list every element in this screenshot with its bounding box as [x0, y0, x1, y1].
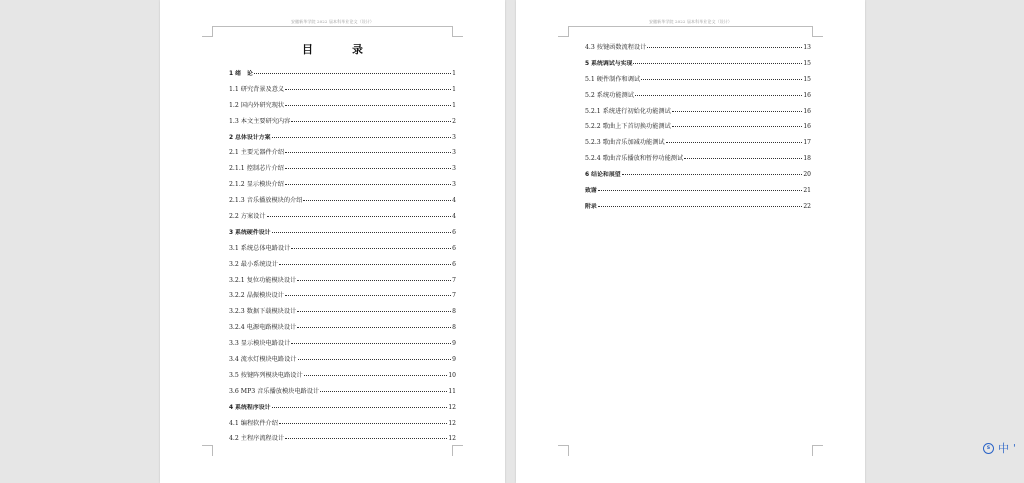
- toc-entry-text: 5.1 硬件制作和调试: [585, 75, 641, 83]
- toc-dot-leader: [297, 311, 451, 312]
- toc-entry[interactable]: [229, 84, 456, 100]
- margin-corner-mark: [202, 26, 213, 37]
- toc-entry[interactable]: [585, 42, 811, 58]
- toc-entry[interactable]: [585, 106, 811, 122]
- toc-dot-leader: [633, 63, 802, 64]
- toc-entry-page-number: 3: [452, 133, 456, 141]
- header-rule: [568, 26, 813, 27]
- toc-entry[interactable]: [585, 201, 811, 217]
- toc-entry-page-number: 15: [803, 59, 811, 67]
- toc-dot-leader: [666, 142, 803, 143]
- margin-corner-mark: [812, 445, 823, 456]
- toc-entry-text: 2.1.3 音乐播放模块的介绍: [229, 197, 303, 205]
- toc-entry-text: 2 总体设计方案: [229, 134, 271, 141]
- toc-entry[interactable]: [585, 74, 811, 90]
- margin-corner-mark: [812, 26, 823, 37]
- toc-dot-leader: [272, 407, 448, 408]
- toc-dot-leader: [291, 121, 451, 122]
- margin-corner-mark: [452, 26, 463, 37]
- toc-entry[interactable]: [229, 433, 456, 449]
- toc-entry[interactable]: [229, 306, 456, 322]
- toc-entry-page-number: 6: [452, 228, 456, 236]
- toc-list: [585, 42, 811, 217]
- toc-entry-text: 1.1 研究背景及意义: [229, 85, 285, 93]
- toc-dot-leader: [291, 248, 451, 249]
- toc-entry[interactable]: [585, 90, 811, 106]
- toc-entry[interactable]: [229, 179, 456, 195]
- toc-entry-text: 3.4 流水灯模块电路设计: [229, 356, 297, 364]
- toc-entry-text: 2.1.2 显示模块介绍: [229, 181, 284, 189]
- toc-entry[interactable]: [229, 322, 456, 338]
- toc-dot-leader: [598, 206, 803, 207]
- toc-entry-text: 3.6 MP3 音乐播放模块电路设计: [229, 387, 320, 395]
- toc-entry-text: 1 绪 论: [229, 71, 253, 77]
- page-header: 安徽新华学院 2022 届本科毕业论文（设计）: [290, 19, 375, 24]
- toc-entry[interactable]: [585, 58, 811, 74]
- toc-entry-text: 5.2.4 歌曲音乐播放和暂停功能测试: [585, 155, 684, 163]
- toc-entry-page-number: 7: [452, 276, 456, 284]
- toc-entry-text: 致谢: [585, 188, 597, 195]
- toc-entry[interactable]: [229, 132, 456, 148]
- toc-entry[interactable]: [229, 354, 456, 370]
- toc-entry-page-number: 20: [803, 171, 811, 179]
- toc-entry-text: 3.2.2 晶振模块设计: [229, 292, 284, 300]
- toc-entry-page-number: 2: [452, 117, 456, 125]
- toc-entry-text: 2.1.1 控制芯片介绍: [229, 165, 284, 173]
- toc-entry-text: 1.3 本文主要研究内容: [229, 117, 291, 125]
- toc-entry-page-number: 9: [452, 356, 456, 364]
- toc-entry-page-number: 13: [803, 44, 811, 51]
- toc-entry-page-number: 18: [803, 155, 811, 163]
- ime-status-indicator[interactable]: [983, 440, 1016, 456]
- toc-entry-text: 3.1 系统总体电路设计: [229, 244, 291, 252]
- toc-dot-leader: [303, 200, 451, 201]
- toc-entry-page-number: 8: [452, 324, 456, 332]
- toc-entry-page-number: 21: [803, 187, 811, 195]
- toc-title: 目 录: [302, 43, 377, 56]
- toc-dot-leader: [635, 95, 802, 96]
- toc-dot-leader: [285, 152, 451, 153]
- toc-entry-page-number: 17: [803, 139, 811, 147]
- toc-entry-page-number: 12: [448, 419, 456, 427]
- toc-dot-leader: [285, 168, 451, 169]
- toc-dot-leader: [297, 327, 451, 328]
- ime-mode-label[interactable]: 中: [998, 442, 1009, 455]
- toc-dot-leader: [254, 73, 451, 74]
- toc-dot-leader: [304, 375, 448, 376]
- toc-entry-text: 2.1 主要元器件介绍: [229, 149, 285, 157]
- toc-dot-leader: [285, 89, 451, 90]
- toc-entry-text: 5.2.3 歌曲音乐加减功能测试: [585, 139, 665, 147]
- toc-dot-leader: [272, 137, 452, 138]
- toc-dot-leader: [598, 190, 803, 191]
- toc-list: [229, 68, 456, 449]
- toc-entry[interactable]: [229, 370, 456, 386]
- page-header: 安徽新华学院 2022 届本科毕业论文（设计）: [648, 19, 733, 24]
- toc-dot-leader: [647, 47, 802, 48]
- toc-entry[interactable]: [585, 185, 811, 201]
- toc-dot-leader: [279, 264, 451, 265]
- ime-punctuation-mode[interactable]: ': [1013, 442, 1016, 454]
- toc-entry[interactable]: [585, 169, 811, 185]
- toc-entry-text: 5.2 系统功能测试: [585, 91, 634, 99]
- toc-entry-text: 4 系统程序设计: [229, 404, 271, 411]
- header-rule: [212, 26, 453, 27]
- toc-entry-text: 3.2.3 数据下载模块设计: [229, 308, 297, 316]
- document-page-right[interactable]: [516, 0, 865, 483]
- toc-entry-page-number: 16: [803, 91, 811, 99]
- toc-entry-page-number: 7: [452, 292, 456, 300]
- toc-entry[interactable]: [229, 275, 456, 291]
- toc-entry-text: 4.1 编程软件介绍: [229, 419, 278, 427]
- toc-entry[interactable]: [585, 153, 811, 169]
- toc-entry-page-number: 4: [452, 197, 456, 205]
- ime-logo-icon[interactable]: S: [983, 443, 994, 454]
- toc-entry[interactable]: [229, 163, 456, 179]
- toc-entry-page-number: 10: [448, 371, 456, 379]
- toc-dot-leader: [285, 438, 447, 439]
- toc-entry[interactable]: [229, 100, 456, 116]
- toc-dot-leader: [285, 105, 451, 106]
- toc-dot-leader: [279, 423, 447, 424]
- toc-entry-text: 4.3 按键函数流程设计: [585, 44, 647, 51]
- toc-entry-page-number: 3: [452, 149, 456, 157]
- toc-entry[interactable]: [585, 121, 811, 137]
- toc-entry-page-number: 1: [452, 70, 456, 77]
- toc-entry-page-number: 9: [452, 340, 456, 348]
- toc-entry-page-number: 16: [803, 123, 811, 131]
- toc-entry[interactable]: [229, 116, 456, 132]
- toc-entry-page-number: 3: [452, 181, 456, 189]
- toc-entry-page-number: 4: [452, 213, 456, 221]
- toc-entry-text: 6 结论和展望: [585, 172, 621, 179]
- toc-entry[interactable]: [229, 227, 456, 243]
- toc-dot-leader: [672, 126, 803, 127]
- toc-entry[interactable]: [229, 290, 456, 306]
- toc-entry[interactable]: [229, 211, 456, 227]
- toc-entry[interactable]: [229, 259, 456, 275]
- toc-entry-page-number: 6: [452, 260, 456, 268]
- toc-entry-page-number: 3: [452, 165, 456, 173]
- toc-entry-text: 5 系统调试与实现: [585, 60, 633, 67]
- document-page-left[interactable]: [160, 0, 505, 483]
- toc-dot-leader: [285, 184, 451, 185]
- toc-dot-leader: [291, 343, 451, 344]
- toc-entry-text: 5.2.1 系统进行初始化功能测试: [585, 107, 671, 115]
- toc-entry-text: 2.2 方案设计: [229, 213, 266, 221]
- toc-entry-text: 附录: [585, 203, 597, 210]
- toc-entry-text: 3.3 显示模块电路设计: [229, 340, 291, 348]
- toc-entry-text: 3.2.4 电源电路模块设计: [229, 324, 297, 332]
- toc-entry-text: 1.2 国内外研究现状: [229, 101, 285, 109]
- toc-entry[interactable]: [229, 147, 456, 163]
- toc-entry[interactable]: [585, 137, 811, 153]
- toc-entry-text: 5.2.2 歌曲上下首切换功能测试: [585, 123, 671, 131]
- toc-dot-leader: [641, 79, 802, 80]
- toc-dot-leader: [298, 359, 452, 360]
- toc-entry-page-number: 1: [452, 85, 456, 93]
- toc-entry[interactable]: [229, 243, 456, 259]
- toc-entry-text: 3.2 最小系统设计: [229, 260, 278, 268]
- toc-dot-leader: [684, 158, 802, 159]
- toc-entry-page-number: 12: [448, 403, 456, 411]
- toc-entry-page-number: 6: [452, 244, 456, 252]
- toc-entry-page-number: 1: [452, 101, 456, 109]
- toc-entry-page-number: 22: [803, 202, 811, 210]
- toc-entry-text: 3.2.1 复位功能模块设计: [229, 276, 297, 284]
- toc-entry-text: 3.5 按键阵列模块电路设计: [229, 371, 303, 379]
- toc-entry[interactable]: [229, 386, 456, 402]
- toc-entry-page-number: 11: [448, 387, 456, 395]
- toc-entry-page-number: 12: [448, 435, 456, 443]
- toc-entry-text: 4.2 主程序流程设计: [229, 435, 285, 443]
- toc-entry-text: 3 系统硬件设计: [229, 229, 271, 236]
- toc-dot-leader: [672, 111, 803, 112]
- toc-entry-page-number: 8: [452, 308, 456, 316]
- margin-corner-mark: [558, 26, 569, 37]
- toc-dot-leader: [272, 232, 452, 233]
- margin-corner-mark: [558, 445, 569, 456]
- toc-entry[interactable]: [229, 68, 456, 84]
- toc-entry[interactable]: [229, 338, 456, 354]
- toc-dot-leader: [622, 174, 803, 175]
- toc-entry[interactable]: [229, 402, 456, 418]
- margin-corner-mark: [202, 445, 213, 456]
- toc-entry-page-number: 16: [803, 107, 811, 115]
- toc-entry-page-number: 15: [803, 75, 811, 83]
- toc-dot-leader: [285, 295, 451, 296]
- toc-dot-leader: [320, 391, 447, 392]
- toc-dot-leader: [297, 280, 451, 281]
- toc-entry[interactable]: [229, 195, 456, 211]
- toc-entry[interactable]: [229, 418, 456, 434]
- toc-dot-leader: [267, 216, 452, 217]
